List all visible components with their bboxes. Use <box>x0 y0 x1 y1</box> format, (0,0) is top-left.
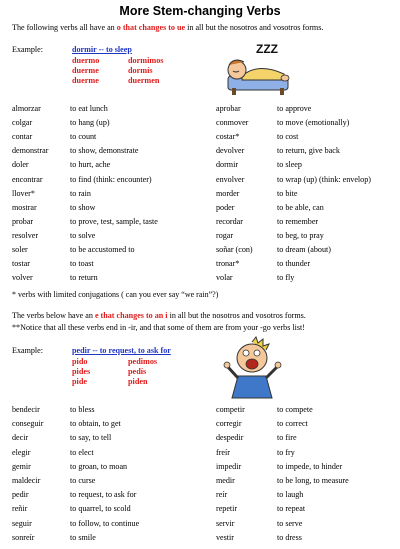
spanish-verb: volver <box>12 273 33 283</box>
english-meaning: to move (emotionally) <box>277 118 350 128</box>
english-meaning: to thunder <box>277 259 311 269</box>
english-meaning: to beg, to pray <box>277 230 324 240</box>
spanish-verb: devolver <box>216 146 245 156</box>
spanish-verb: impedir <box>216 461 242 471</box>
spanish-verb: aprobar <box>216 104 241 113</box>
english-meaning: to quarrel, to scold <box>70 504 131 514</box>
spanish-verb: tronar* <box>216 259 240 269</box>
english-meaning: to correct <box>277 419 308 429</box>
english-meaning: to repeat <box>277 504 306 514</box>
spanish-verb: colgar <box>12 118 33 128</box>
spanish-verb: gemir <box>12 461 31 471</box>
spanish-verb: elegir <box>12 447 31 457</box>
english-meaning: to be long, to measure <box>277 476 349 485</box>
spanish-verb: competir <box>216 405 245 414</box>
conjugation-column-singular <box>72 56 99 86</box>
spanish-verb: resolver <box>12 230 39 240</box>
conjugation-form: duermo <box>72 56 100 65</box>
example-heading: pedir -- to request, to ask for <box>72 346 171 355</box>
spanish-verb: medir <box>216 476 235 485</box>
english-meaning: to dream (about) <box>277 245 331 254</box>
conjugation-form: dormís <box>128 66 153 75</box>
section2-intro-pre: The verbs below have an <box>12 311 95 320</box>
english-meaning: to prove, test, sample, taste <box>70 216 158 226</box>
example-label: Example: <box>12 45 44 54</box>
english-meaning: to smile <box>70 532 96 542</box>
english-meaning: to show, demonstrate <box>70 146 139 156</box>
english-meaning: to serve <box>277 518 303 528</box>
spanish-verb: llover* <box>12 188 35 198</box>
english-meaning: to rain <box>70 188 91 198</box>
spanish-verb: morder <box>216 188 240 198</box>
spanish-verb: decir <box>12 433 29 443</box>
spanish-verb: bendecir <box>12 405 40 414</box>
conjugation-column-singular <box>72 357 90 387</box>
spanish-verb: poder <box>216 202 235 212</box>
english-meaning: to bless <box>70 405 95 414</box>
spanish-verb: vestir <box>216 532 234 542</box>
english-meaning: to laugh <box>277 490 304 500</box>
section1-intro-highlight: o that changes to ue <box>116 23 186 32</box>
spanish-verb: envolver <box>216 174 245 184</box>
spanish-verb: rogar <box>216 230 234 240</box>
conjugation-form: pedimos <box>128 357 158 366</box>
english-meaning: to show <box>70 202 96 212</box>
spanish-verb: corregir <box>216 419 242 429</box>
conjugation-column-plural <box>128 357 157 387</box>
conjugation-form: pide <box>72 377 88 386</box>
english-meaning: to request, to ask for <box>70 490 137 500</box>
conjugation-form: pides <box>72 367 91 376</box>
english-meaning: to fire <box>277 433 297 443</box>
english-meaning: to fly <box>277 273 295 283</box>
conjugation-form: piden <box>128 377 148 386</box>
english-meaning: to say, to tell <box>70 433 112 443</box>
english-meaning: to hurt, ache <box>70 160 111 170</box>
english-meaning: to cost <box>277 132 299 142</box>
example-label: Example: <box>12 346 44 355</box>
spanish-verb: mostrar <box>12 202 37 212</box>
spanish-verb: reñir <box>12 504 28 514</box>
english-meaning: to toast <box>70 259 94 269</box>
conjugation-form: pido <box>72 357 88 366</box>
english-meaning: to follow, to continue <box>70 518 140 528</box>
spanish-verb: conmover <box>216 118 249 128</box>
english-meaning: to bite <box>277 188 298 198</box>
section2-intro <box>12 311 306 320</box>
section2-intro-highlight: e that changes to an i <box>94 311 168 320</box>
english-meaning: to impede, to hinder <box>277 461 343 471</box>
spanish-verb: freír <box>216 447 230 457</box>
english-meaning: to sleep <box>277 160 302 170</box>
spanish-verb: sonreír <box>12 532 35 542</box>
spanish-verb: costar* <box>216 132 240 142</box>
english-meaning: to return, give back <box>277 146 340 156</box>
english-meaning: to remember <box>277 216 319 226</box>
spanish-verb: repetir <box>216 504 238 514</box>
sleeping-person-illustration <box>222 40 292 96</box>
spanish-verb: despedir <box>216 433 244 443</box>
english-meaning: to fry <box>277 447 295 457</box>
english-meaning: to elect <box>70 447 94 457</box>
spanish-verb: demonstrar <box>12 146 49 156</box>
english-meaning: to be able, can <box>277 202 324 212</box>
english-meaning: to find (think: encounter) <box>70 174 152 184</box>
spanish-verb: recordar <box>216 216 243 226</box>
spanish-verb: contar <box>12 132 33 142</box>
spanish-verb: tostar <box>12 259 30 269</box>
spanish-verb: volar <box>216 273 233 283</box>
english-meaning: to groan, to moan <box>70 461 128 471</box>
english-meaning: to curse <box>70 476 96 485</box>
english-meaning: to count <box>70 132 97 142</box>
english-meaning: to return <box>70 273 98 283</box>
page-title: More Stem-changing Verbs <box>119 4 281 18</box>
english-meaning: to be accustomed to <box>70 245 135 254</box>
conjugation-form: duerme <box>72 76 99 85</box>
section2-notice: **Notice that all these verbs end in -ir, and that some of them are from your -go verbs list! <box>12 323 305 332</box>
section1-intro <box>12 23 323 32</box>
spanish-verb: seguir <box>12 518 32 528</box>
section2-intro-post: in all but the nosotros and vosotros forms. <box>167 311 306 320</box>
spanish-verb: dormir <box>216 160 239 170</box>
english-meaning: to approve <box>277 104 312 113</box>
conjugation-form: duerme <box>72 66 99 75</box>
conjugation-form: duermen <box>128 76 160 85</box>
example-heading: dormir -- to sleep <box>72 45 132 54</box>
footnote: * verbs with limited conjugations ( can you ever say “we rain”?) <box>12 290 219 299</box>
english-meaning: to solve <box>70 230 96 240</box>
conjugation-form: dormimos <box>128 56 164 65</box>
spanish-verb: conseguir <box>12 419 44 429</box>
spanish-verb: almorzar <box>12 104 41 113</box>
conjugation-column-plural <box>128 56 163 86</box>
spanish-verb: soler <box>12 245 28 254</box>
english-meaning: to wrap (up) (think: envelop) <box>277 174 371 184</box>
section1-intro-pre: The following verbs all have an <box>12 23 117 32</box>
conjugation-form: pedís <box>128 367 147 376</box>
spanish-verb: maldecir <box>12 476 41 485</box>
english-meaning: to eat lunch <box>70 104 108 113</box>
spanish-verb: encontrar <box>12 174 43 184</box>
section1-intro-post: in all but the nosotros and vosotros forms. <box>185 23 324 32</box>
shouting-boy-illustration <box>222 336 284 400</box>
spanish-verb: probar <box>12 216 34 226</box>
spanish-verb: doler <box>12 160 29 170</box>
zzz-text: ZZZ <box>256 42 278 56</box>
spanish-verb: soñar (con) <box>216 245 253 254</box>
english-meaning: to compete <box>277 405 313 414</box>
spanish-verb: reír <box>216 490 228 500</box>
english-meaning: to dress <box>277 532 302 542</box>
spanish-verb: pedir <box>12 490 29 500</box>
english-meaning: to hang (up) <box>70 118 110 128</box>
spanish-verb: servir <box>216 518 235 528</box>
english-meaning: to obtain, to get <box>70 419 121 429</box>
